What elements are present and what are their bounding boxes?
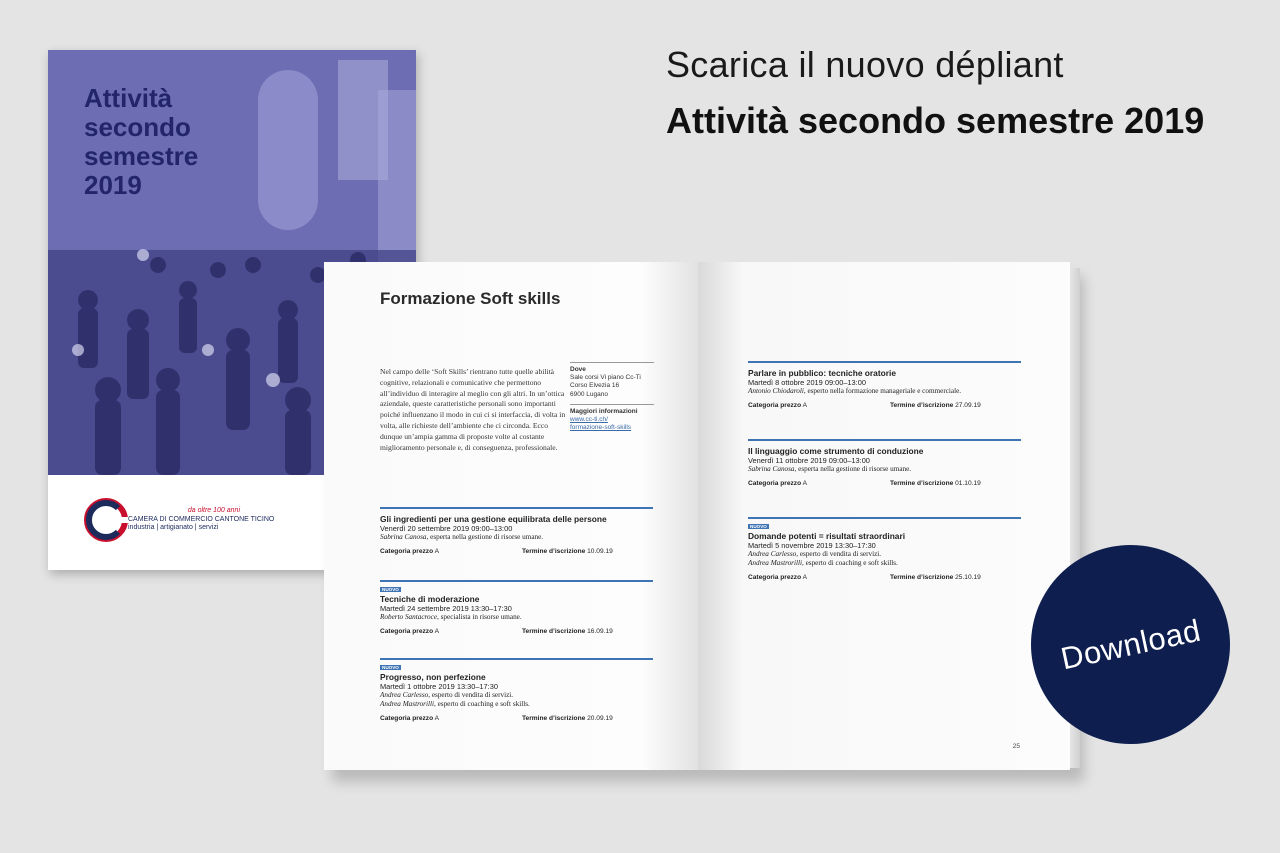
course-item <box>380 580 653 635</box>
where-line: Corso Elvezia 16 <box>570 382 620 390</box>
chamber-logo-icon <box>84 498 128 547</box>
where-line: Sale corsi Vi piano Cc-Ti <box>570 374 641 382</box>
course-meta: Categoria prezzo A Termine d’iscrizione 10.09.19 <box>380 548 613 556</box>
booklet-right-page <box>698 262 1070 770</box>
cover-sectors: industria | artigianato | servizi <box>128 524 219 531</box>
headline-title: Attività secondo semestre 2019 <box>666 100 1205 141</box>
course-speaker: Antonio Chiodaroli, esperto nella formazione manageriale e commerciale. <box>748 387 962 395</box>
course-speaker: Andrea Carlesso, esperto di vendita di servizi. <box>748 550 882 558</box>
course-speaker: Andrea Mastrorilli, esperto di coaching e soft skills. <box>380 700 530 709</box>
course-item <box>748 361 1021 409</box>
course-date: Martedì 5 novembre 2019 13:30–17:30 <box>748 541 876 550</box>
course-speaker: Sabrina Canosa, esperta nella gestione di risorse umane. <box>380 533 544 541</box>
course-title: Domande potenti = risultati straordinari <box>748 531 906 541</box>
course-meta: Categoria prezzo A Termine d’iscrizione 25.10.19 <box>748 574 981 582</box>
intro-text: Nel campo delle ‘Soft Skills’ rientrano tutte quelle abilità cognitive, relazionali e comunicative che permettono all’individuo di interagire al meglio con gli altri. In un’ottica aziendale, queste caratteristiche personali sono importanti poiché influenzano il modo in cui ci si interfaccia, di volta in volta, alle richieste dell’ambiente che ci circonda. Ecco dunque un’ampia gamma di proposte volte al costante miglioramento personale e, di conseguenza, professionale. <box>380 367 566 452</box>
headline-subtitle: Scarica il nuovo dépliant <box>666 44 1064 85</box>
course-title: Progresso, non perfezione <box>380 672 486 682</box>
page-number: 25 <box>1012 743 1020 750</box>
course-item <box>748 517 1021 581</box>
course-speaker: Roberto Santacroce, specialista in risorse umane. <box>380 613 522 621</box>
new-badge: NUOVO <box>750 524 767 529</box>
course-item <box>748 439 1021 487</box>
info-sidebar <box>570 362 654 437</box>
cover-organization: CAMERA DI COMMERCIO CANTONE TICINO <box>128 516 275 523</box>
course-date: Martedì 1 ottobre 2019 13:30–17:30 <box>380 682 498 691</box>
course-speaker: Sabrina Canosa, esperta nella gestione di risorse umane. <box>748 465 912 473</box>
course-date: Martedì 8 ottobre 2019 09:00–13:00 <box>748 378 866 387</box>
course-item <box>380 658 653 722</box>
course-item <box>380 507 653 555</box>
course-title: Gli ingredienti per una gestione equilibrata delle persone <box>380 514 607 524</box>
booklet-left-page <box>324 262 698 770</box>
headline <box>666 44 1266 142</box>
section-title: Formazione Soft skills <box>380 289 561 308</box>
course-date: Venerdì 11 ottobre 2019 09:00–13:00 <box>748 456 870 465</box>
new-badge: NUOVO <box>382 665 399 670</box>
course-date: Martedì 24 settembre 2019 13:30–17:30 <box>380 604 512 613</box>
course-title: Il linguaggio come strumento di conduzione <box>748 446 924 456</box>
download-button[interactable] <box>1031 545 1230 744</box>
info-label: Maggiori informazioni <box>570 407 638 415</box>
cover-title: Attività secondo semestre 2019 <box>84 83 199 200</box>
course-title: Tecniche di moderazione <box>380 594 480 604</box>
course-title: Parlare in pubblico: tecniche oratorie <box>748 368 896 378</box>
download-button-label: Download <box>1057 612 1204 676</box>
where-line: 6900 Lugano <box>570 390 608 398</box>
course-speaker: Andrea Carlesso, esperto di vendita di servizi. <box>380 691 514 699</box>
course-meta: Categoria prezzo A Termine d’iscrizione 27.09.19 <box>748 402 981 410</box>
course-meta: Categoria prezzo A Termine d’iscrizione 20.09.19 <box>380 715 613 723</box>
course-date: Venerdì 20 settembre 2019 09:00–13:00 <box>380 524 513 533</box>
info-link[interactable]: formazione-soft-skills <box>570 424 632 432</box>
course-speaker: Andrea Mastrorilli, esperto di coaching e soft skills. <box>748 559 898 568</box>
info-link[interactable]: www.cc-ti.ch/ <box>570 416 608 424</box>
course-meta: Categoria prezzo A Termine d’iscrizione 16.09.19 <box>380 628 613 636</box>
new-badge: NUOVO <box>382 587 399 592</box>
where-label: Dove <box>570 366 586 373</box>
course-meta: Categoria prezzo A Termine d’iscrizione 01.10.19 <box>748 480 981 488</box>
cover-tagline: da oltre 100 anni <box>187 507 240 514</box>
